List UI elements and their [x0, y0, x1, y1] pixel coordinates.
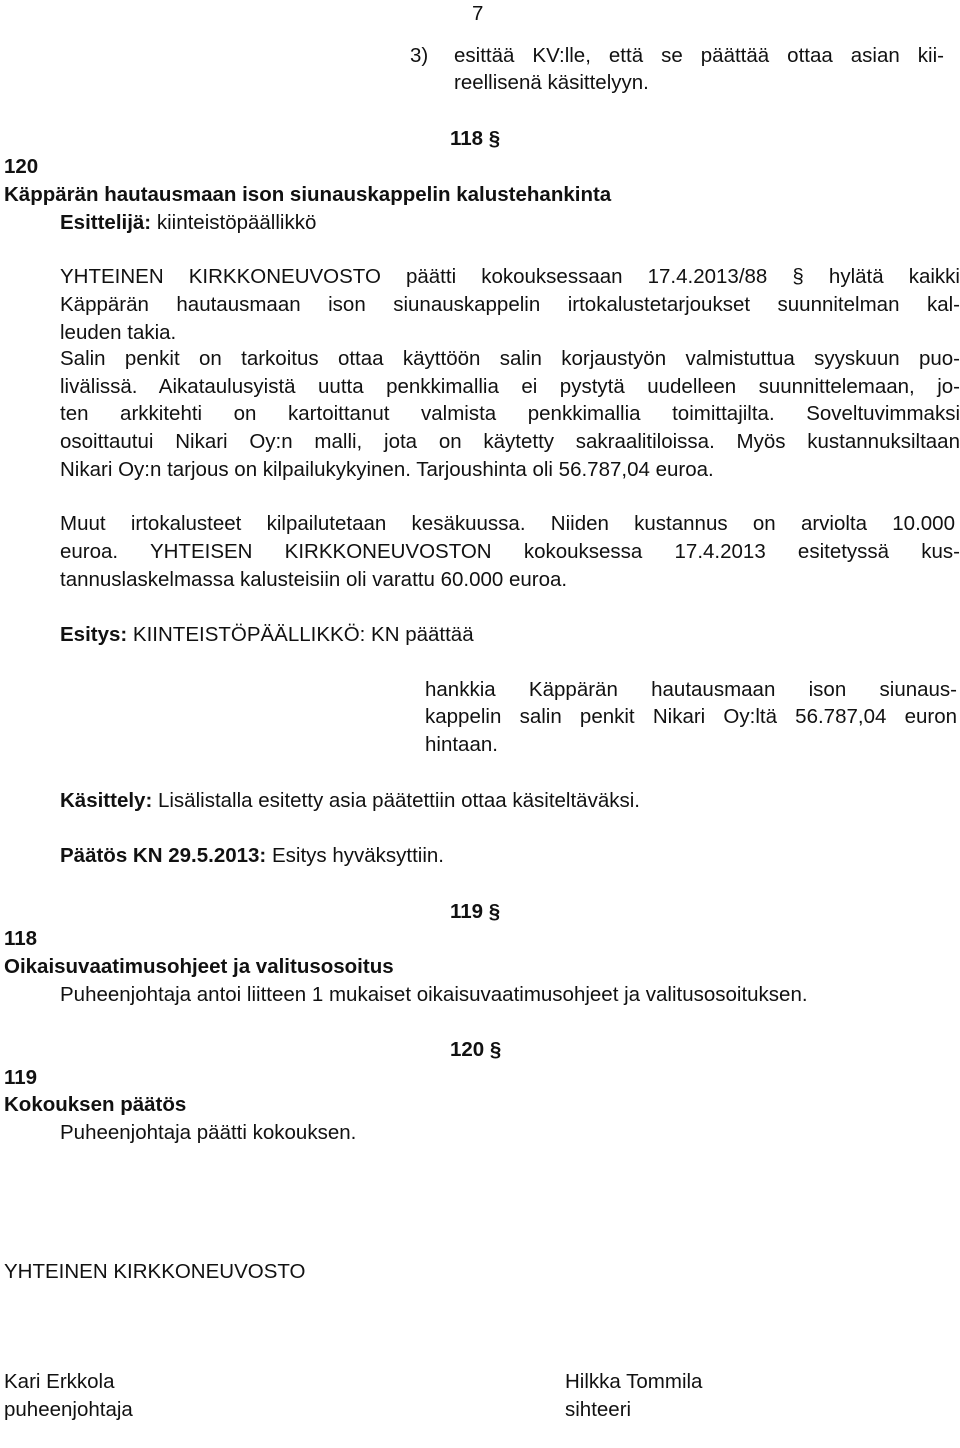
paragraph-line: Salin penkit on tarkoitus ottaa käyttöön salin korjaustyön valmistuttua syyskuun puo-: [60, 347, 960, 370]
list-item-number: 3): [410, 44, 429, 67]
organization-name: YHTEINEN KIRKKONEUVOSTO: [4, 1260, 306, 1283]
paragraph-line: YHTEINEN KIRKKONEUVOSTO päätti kokouksessaan 17.4.2013/88 § hylätä kaikki: [60, 265, 960, 288]
paragraph-line: leuden takia.: [60, 321, 177, 344]
paragraph-line: Puheenjohtaja antoi liitteen 1 mukaiset oikaisuvaatimusohjeet ja valitusosoituksen.: [60, 983, 808, 1006]
handling-line: [60, 786, 640, 815]
paragraph-line: Muut irtokalusteet kilpailutetaan kesäkuussa. Niiden kustannus on arviolta 10.000: [60, 512, 955, 535]
paragraph-line: ten arkkitehti on kartoittanut valmista penkkimallia toimittajilta. Soveltuvimmaksi: [60, 402, 960, 425]
presenter-value: kiinteistöpäällikkö: [151, 211, 317, 234]
item-title: Kokouksen päätös: [4, 1093, 187, 1116]
proposal-body-line: hintaan.: [425, 733, 498, 756]
decision-line: [60, 841, 444, 870]
proposal-body-line: kappelin salin penkit Nikari Oy:ltä 56.787,04 euron: [425, 705, 957, 728]
page-number: 7: [472, 2, 484, 25]
item-title: Käppärän hautausmaan ison siunauskappelin kalustehankinta: [4, 183, 612, 206]
proposal-body-line: hankkia Käppärän hautausmaan ison siunaus-: [425, 678, 957, 701]
proposal-label: Esitys:: [60, 623, 128, 646]
paragraph-line: Nikari Oy:n tarjous on kilpailukykyinen. Tarjoushinta oli 56.787,04 euroa.: [60, 458, 714, 481]
list-item-line: esittää KV:lle, että se päättää ottaa asian kii-: [454, 44, 944, 67]
signer-left-name: Kari Erkkola: [4, 1370, 115, 1393]
section-mark: 119 §: [450, 900, 501, 923]
paragraph-line: livälissä. Aikataulusyistä uutta penkkimallia ei pystytä uudelleen suunnittelemaan, jo-: [60, 375, 960, 398]
signer-left-role: puheenjohtaja: [4, 1398, 133, 1421]
section-mark: 120 §: [450, 1038, 502, 1061]
proposal-value: KIINTEISTÖPÄÄLLIKKÖ: KN päättää: [127, 623, 474, 646]
item-number: 119: [4, 1066, 38, 1089]
list-item-line: reellisenä käsittelyyn.: [454, 71, 649, 94]
item-number: 120: [4, 155, 39, 178]
paragraph-line: Käppärän hautausmaan ison siunauskappelin irtokalustetarjoukset suunnitelman kal-: [60, 293, 960, 316]
proposal-line: [60, 620, 474, 649]
paragraph-line: osoittautui Nikari Oy:n malli, jota on käytetty sakraalitiloissa. Myös kustannuksiltaan: [60, 430, 960, 453]
paragraph-line: Puheenjohtaja päätti kokouksen.: [60, 1121, 357, 1144]
decision-label: Päätös KN 29.5.2013:: [60, 844, 267, 867]
handling-label: Käsittely:: [60, 789, 153, 812]
presenter-label: Esittelijä:: [60, 211, 152, 234]
paragraph-line: tannuslaskelmassa kalusteisiin oli varattu 60.000 euroa.: [60, 568, 568, 591]
signer-right-name: Hilkka Tommila: [565, 1370, 703, 1393]
signer-right-role: sihteeri: [565, 1398, 632, 1421]
section-mark: 118 §: [450, 127, 501, 150]
handling-value: Lisälistalla esitetty asia päätettiin ottaa käsiteltäväksi.: [152, 789, 640, 812]
paragraph-line: euroa. YHTEISEN KIRKKONEUVOSTON kokouksessa 17.4.2013 esitetyssä kus-: [60, 540, 960, 563]
item-number: 118: [4, 927, 38, 950]
item-title: Oikaisuvaatimusohjeet ja valitusosoitus: [4, 955, 394, 978]
presenter-line: [60, 208, 316, 237]
decision-value: Esitys hyväksyttiin.: [266, 844, 444, 867]
